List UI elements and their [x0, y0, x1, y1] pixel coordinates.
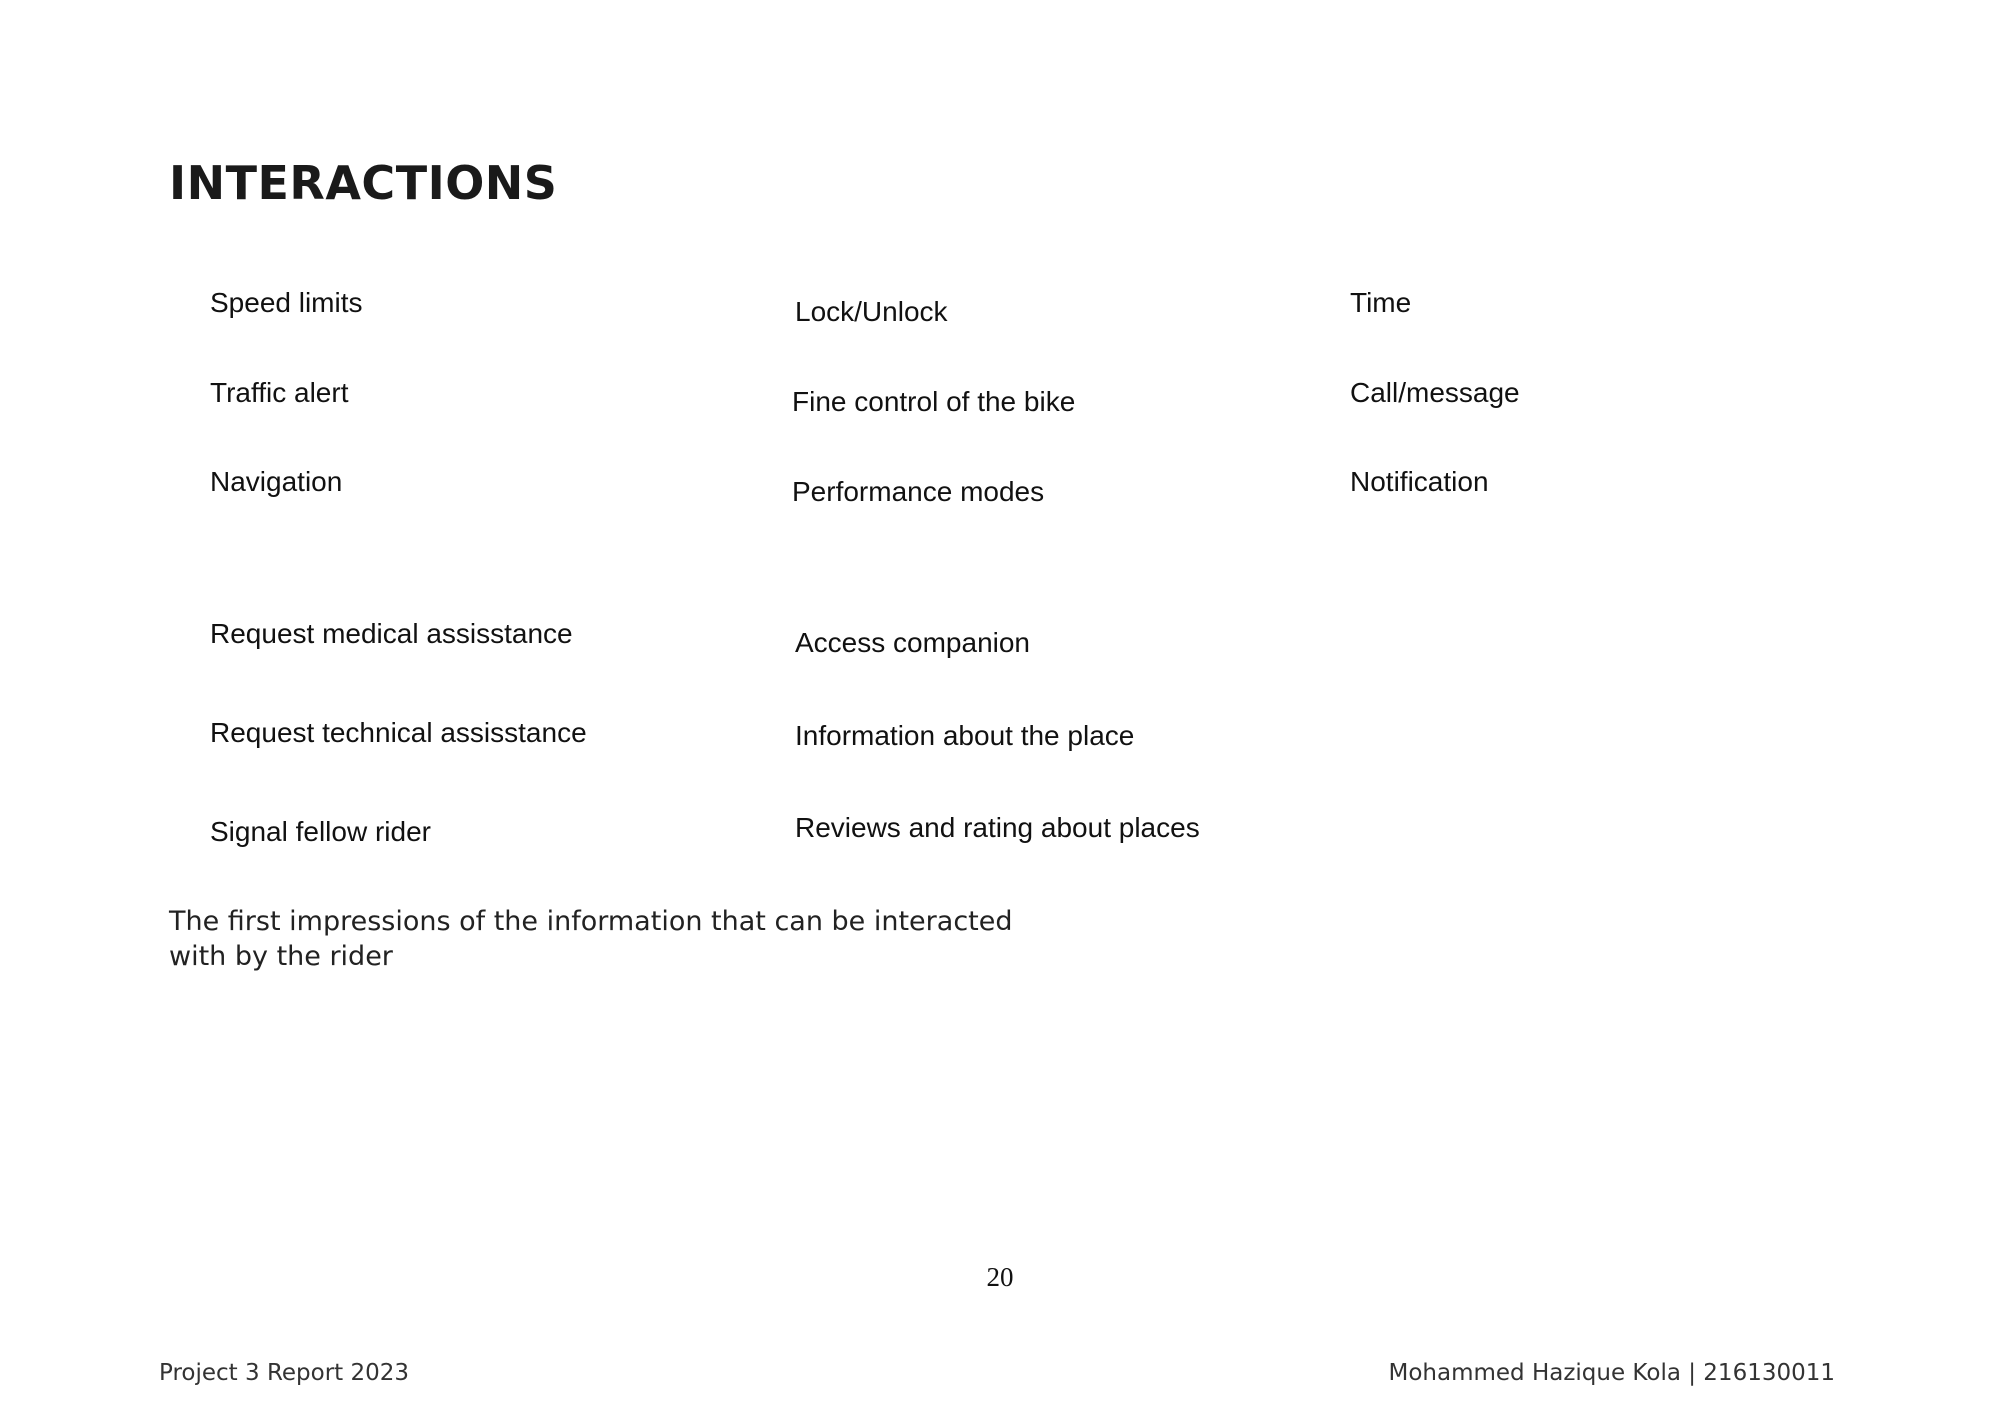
list-item-notification: Notification	[1350, 466, 1489, 497]
list-item-place-info: Information about the place	[795, 720, 1135, 751]
list-item-performance-modes: Performance modes	[792, 476, 1045, 507]
footer-project-label: Project 3 Report 2023	[159, 1360, 410, 1386]
caption: The first impressions of the information that can be interacted with by the rider	[169, 906, 1013, 972]
list-item-lock-unlock: Lock/Unlock	[795, 296, 948, 327]
list-item-request-technical: Request technical assisstance	[210, 717, 587, 748]
page-title: INTERACTIONS	[169, 156, 558, 210]
list-item-fine-control: Fine control of the bike	[792, 386, 1076, 417]
list-item-traffic-alert: Traffic alert	[210, 377, 349, 408]
list-item-signal-rider: Signal fellow rider	[210, 816, 431, 847]
page-number: 20	[986, 1262, 1014, 1292]
list-item-speed-limits: Speed limits	[210, 287, 363, 318]
list-item-access-companion: Access companion	[795, 627, 1031, 658]
list-item-call-message: Call/message	[1350, 377, 1520, 408]
list-item-reviews-ratings: Reviews and rating about places	[795, 812, 1200, 843]
footer-author-label: Mohammed Hazique Kola | 216130011	[1388, 1360, 1835, 1386]
list-item-time: Time	[1350, 287, 1412, 318]
list-item-request-medical: Request medical assisstance	[210, 618, 573, 649]
list-item-navigation: Navigation	[210, 466, 343, 497]
